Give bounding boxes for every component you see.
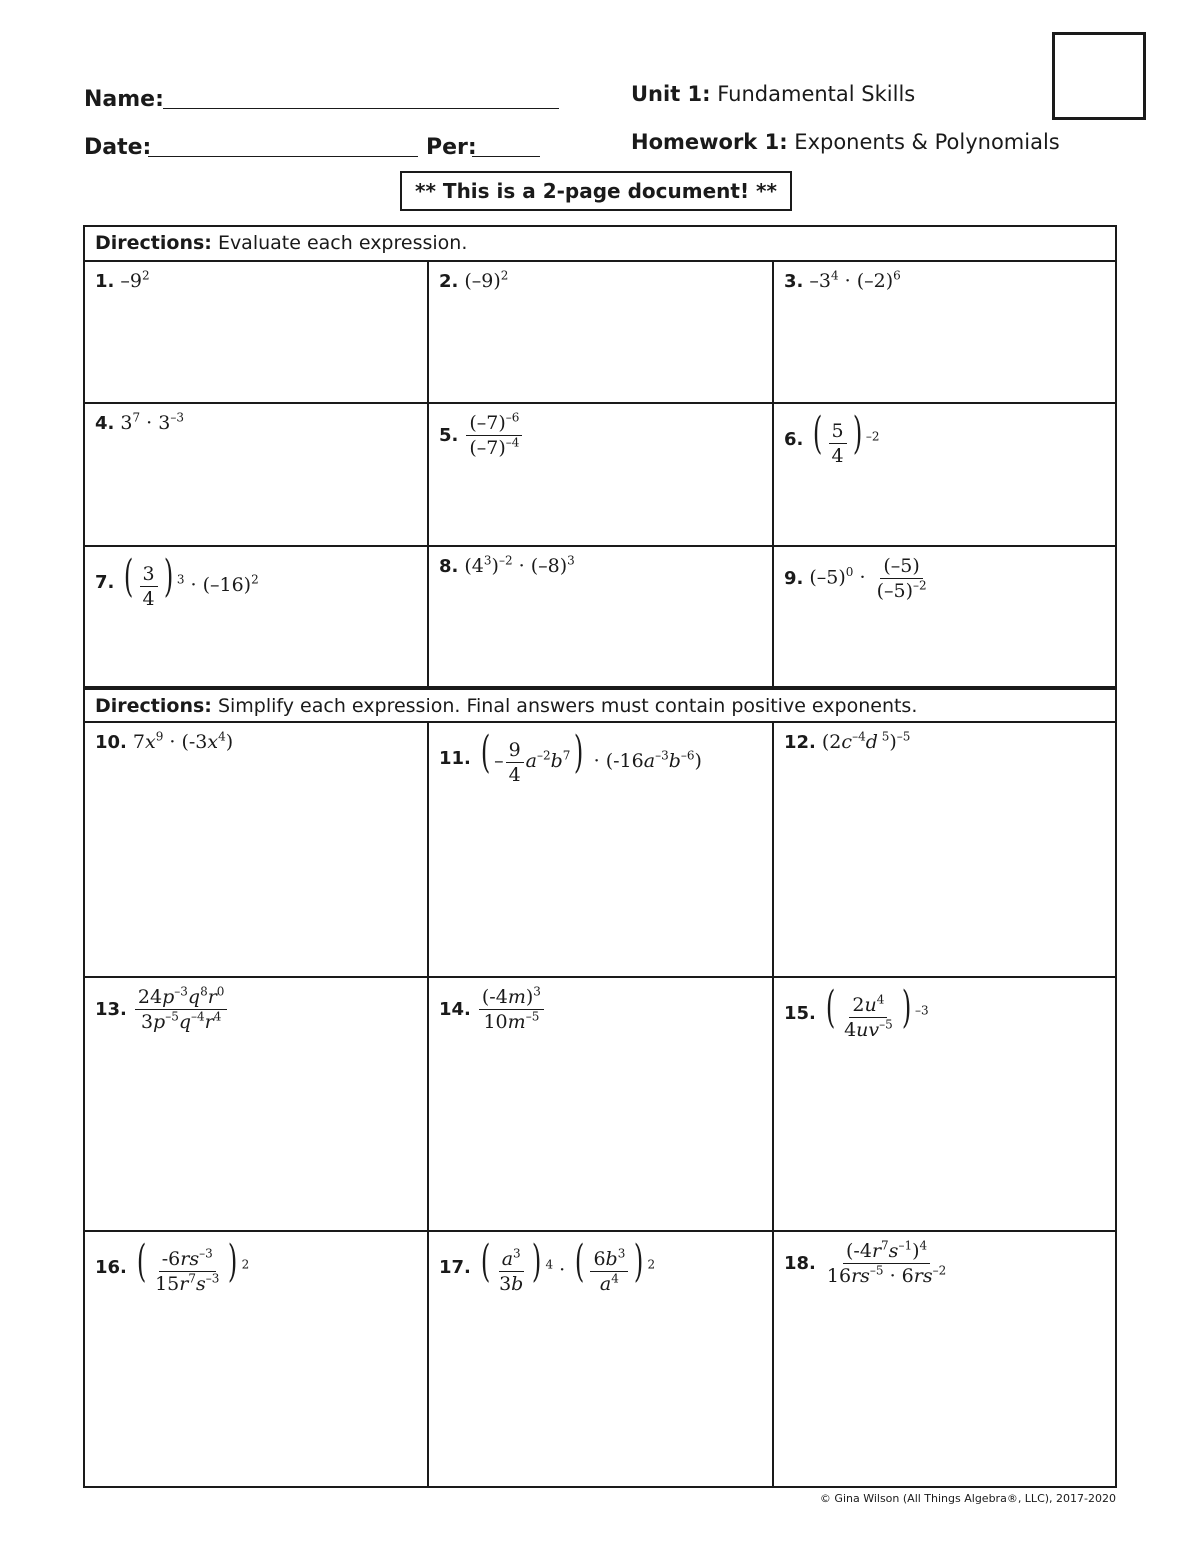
problem-number: 5. xyxy=(439,425,459,446)
problem-expression: $\frac{24p^{-3}q^8r^0}{3p^{-5}q^{-4}r^4}$ xyxy=(133,986,230,1033)
problem-number: 9. xyxy=(784,568,804,589)
problem-number: 10. xyxy=(95,731,127,753)
unit-title: Fundamental Skills xyxy=(717,82,916,106)
problem-number: 18. xyxy=(784,1253,816,1274)
directions-label: Directions: xyxy=(95,232,212,254)
problem-expression: ( $\frac{3}{4}$ ) $^3 \cdot (-16)^2$ xyxy=(124,551,259,610)
problem-expression: $-9^2$ xyxy=(120,268,150,292)
problem-expression: ( – $\frac{9}{4}$ $a^{-2}b^7) \cdot (-16a^{-3}b^{-6})$ xyxy=(480,727,702,786)
homework-label: Homework 1: xyxy=(631,130,788,154)
worksheet-table xyxy=(83,225,1117,1488)
unit-label: Unit 1: xyxy=(631,82,711,106)
date-label: Date: xyxy=(84,135,152,160)
problem-number: 6. xyxy=(784,428,804,450)
problem-number: 15. xyxy=(784,1002,816,1024)
name-label: Name: xyxy=(84,87,164,112)
problem-number: 16. xyxy=(95,1256,127,1278)
problem-cell-15[interactable] xyxy=(774,978,1115,1232)
problem-expression: $7x^9 \cdot (-3x^4)$ xyxy=(132,729,234,753)
problem-cell-18[interactable] xyxy=(774,1232,1115,1486)
problem-cell-9[interactable] xyxy=(774,547,1115,688)
problem-cell-11[interactable] xyxy=(429,723,774,978)
problem-number: 3. xyxy=(784,270,804,292)
problem-expression: ($2c^{-4}d$ $^5$)$^{-5}$ xyxy=(821,729,911,753)
directions-text: Simplify each expression. Final answers must contain positive exponents. xyxy=(217,695,918,717)
problem-number: 1. xyxy=(95,270,115,292)
problem-cell-7[interactable] xyxy=(85,547,429,688)
problem-number: 13. xyxy=(95,999,127,1020)
problem-expression: $3^7 \cdot 3^{-3}$ xyxy=(120,410,184,434)
directions-label: Directions: xyxy=(95,695,212,717)
problem-expression: $\frac{(-7)^{-6}}{(-7)^{-4}}$ xyxy=(464,412,524,459)
problem-number: 7. xyxy=(95,571,115,593)
problem-expression: $\frac{(-4m)^3}{10m^{-5}}$ xyxy=(477,986,546,1033)
unit-heading xyxy=(631,82,915,106)
problem-cell-12[interactable] xyxy=(774,723,1115,978)
problem-expression: $(-9)^2$ xyxy=(464,268,509,292)
problem-number: 8. xyxy=(439,555,459,577)
problem-expression: ( $\frac{5}{4}$ ) $^{-2}$ xyxy=(813,408,880,467)
directions-text: Evaluate each expression. xyxy=(217,232,468,254)
problem-expression: ( $\frac{2u^4}{4uv^{-5}}$ ) $^{-3}$ xyxy=(825,982,929,1041)
problem-expression: ( $\frac{-6rs^{-3}}{15r^7s^{-3}}$ ) $^2$ xyxy=(136,1236,250,1295)
problem-cell-3[interactable] xyxy=(774,262,1115,404)
problem-cell-14[interactable] xyxy=(429,978,774,1232)
copyright-footer: © Gina Wilson (All Things Algebra®, LLC), 2017-2020 xyxy=(819,1492,1116,1505)
problem-cell-1[interactable] xyxy=(85,262,429,404)
problem-number: 2. xyxy=(439,270,459,292)
directions-evaluate xyxy=(85,227,1115,262)
date-field[interactable] xyxy=(148,156,418,157)
homework-title: Exponents & Polynomials xyxy=(794,130,1060,154)
problem-cell-13[interactable] xyxy=(85,978,429,1232)
problem-number: 11. xyxy=(439,747,471,769)
name-field[interactable] xyxy=(163,108,559,109)
problem-cell-2[interactable] xyxy=(429,262,774,404)
grade-box[interactable] xyxy=(1052,32,1146,120)
problem-number: 4. xyxy=(95,412,115,434)
problem-expression: $(4^3)^{-2} \cdot (-8)^3$ xyxy=(464,553,575,577)
two-page-notice: ** This is a 2-page document! ** xyxy=(400,171,792,211)
problem-cell-4[interactable] xyxy=(85,404,429,547)
problem-number: 17. xyxy=(439,1256,471,1278)
problem-expression: $\frac{(-4r^7s^{-1})^4}{16rs^{-5} \cdot 6rs^{-2}}$ xyxy=(826,1238,947,1287)
directions-simplify xyxy=(85,688,1115,723)
problem-number: 14. xyxy=(439,999,471,1020)
problem-cell-17[interactable] xyxy=(429,1232,774,1486)
problem-cell-10[interactable] xyxy=(85,723,429,978)
problem-expression: ( $\frac{a^3}{3b}$ ) $^4$ · ( $\frac{6b^3}{a^4}$ ) $^2$ xyxy=(480,1236,656,1295)
problem-cell-16[interactable] xyxy=(85,1232,429,1486)
homework-heading xyxy=(631,130,1060,154)
per-label: Per: xyxy=(426,135,477,160)
problem-number: 12. xyxy=(784,731,816,753)
per-field[interactable] xyxy=(472,156,540,157)
problem-cell-8[interactable] xyxy=(429,547,774,688)
problem-expression: $(-5)^0$ · $\frac{(-5)}{(-5)^{-2}}$ xyxy=(809,555,927,602)
problem-cell-5[interactable] xyxy=(429,404,774,547)
problem-cell-6[interactable] xyxy=(774,404,1115,547)
problem-expression: $-3^4 \cdot (-2)^6$ xyxy=(809,268,901,292)
